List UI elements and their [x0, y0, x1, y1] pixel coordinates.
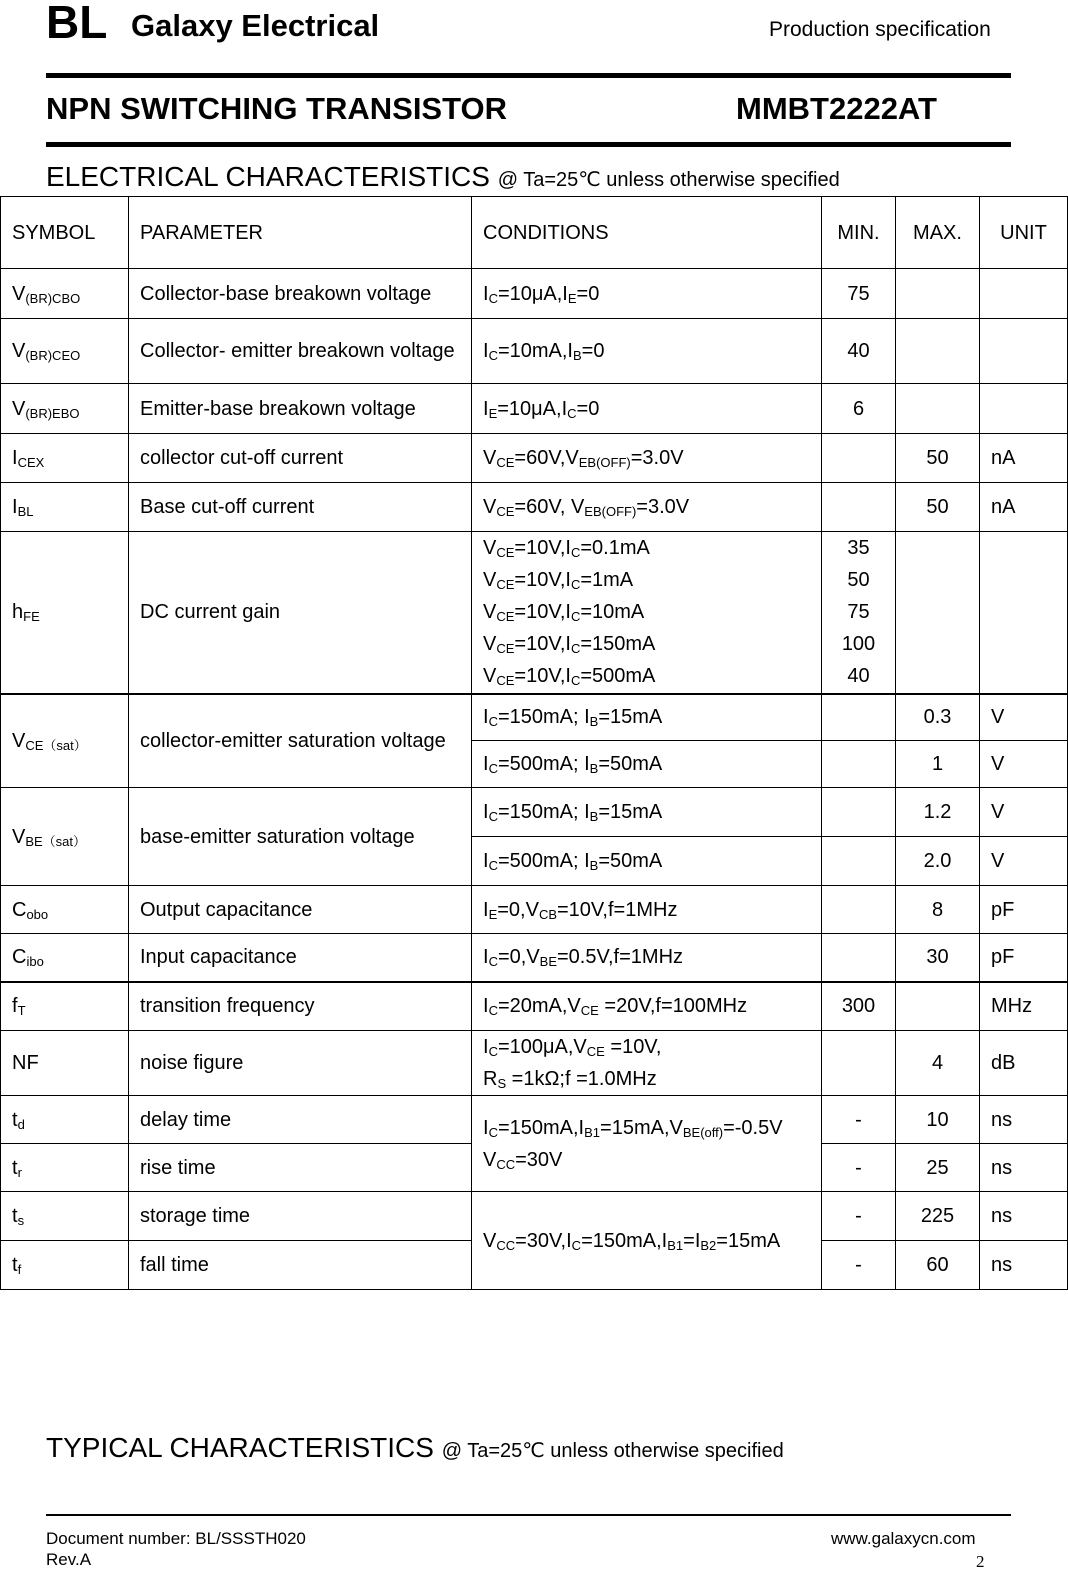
min-value: 50 — [847, 569, 870, 592]
max-cell — [896, 384, 980, 434]
min-cell — [822, 788, 896, 837]
electrical-characteristics-heading — [46, 160, 840, 197]
conditions-cell: $I_C=100\mu A,V_{CE} =10V$, $R_S$ =1kΩ;f =1.0MHz — [472, 1031, 822, 1096]
table-row — [1, 269, 1068, 319]
parameter-cell: collector cut-off current — [129, 434, 472, 483]
table-row — [1, 886, 1068, 934]
parameter-cell: storage time — [129, 1192, 472, 1241]
min-cell — [822, 741, 896, 788]
parameter-cell: noise figure — [129, 1031, 472, 1096]
symbol-cell: $C_{obo}$ — [1, 886, 129, 934]
col-header-conditions: CONDITIONS — [472, 197, 822, 269]
max-cell: 50 — [896, 483, 980, 532]
table-header-row — [1, 197, 1068, 269]
parameter-cell: delay time — [129, 1096, 472, 1144]
typical-condition: @ Ta=25℃ unless otherwise specified — [441, 1440, 784, 1462]
col-header-parameter: PARAMETER — [129, 197, 472, 269]
max-cell: 8 — [896, 886, 980, 934]
min-cell: - — [822, 1192, 896, 1241]
unit-cell: nA — [980, 434, 1068, 483]
max-cell: 60 — [896, 1241, 980, 1290]
max-cell: 30 — [896, 934, 980, 982]
unit-cell: dB — [980, 1031, 1068, 1096]
table-row — [1, 982, 1068, 1031]
unit-cell: ns — [980, 1241, 1068, 1290]
symbol-cell: $C_{ibo}$ — [1, 934, 129, 982]
footer-rule — [46, 1514, 1011, 1516]
production-spec-label: Production specification — [769, 18, 991, 41]
parameter-cell: DC current gain — [129, 532, 472, 694]
parameter-cell: Emitter-base breakown voltage — [129, 384, 472, 434]
min-value: 40 — [847, 665, 870, 688]
table-row — [1, 1031, 1068, 1096]
table-row — [1, 694, 1068, 741]
electrical-characteristics-table — [0, 196, 1068, 1290]
unit-cell: MHz — [980, 982, 1068, 1031]
typical-characteristics-heading — [46, 1431, 784, 1468]
max-cell: 0.3 — [896, 694, 980, 741]
symbol-cell: $V_{(BR)EBO}$ — [1, 384, 129, 434]
table-row — [1, 934, 1068, 982]
electrical-condition: @ Ta=25℃ unless otherwise specified — [497, 169, 840, 191]
unit-cell — [980, 532, 1068, 694]
table-row — [1, 1192, 1068, 1241]
col-header-unit: UNIT — [980, 197, 1068, 269]
max-cell: 4 — [896, 1031, 980, 1096]
header-rule-bottom — [46, 142, 1011, 147]
conditions-cell: $V_{CE}=10V,I_C=0.1mA$ $V_{CE}=10V,I_C=1mA$ $V_{CE}=10V,I_C=10mA$ $V_{CE}=10V,I_C=150mA$ $V_{CE}=10V,I_C=500mA$ — [472, 532, 822, 694]
parameter-cell: Input capacitance — [129, 934, 472, 982]
max-cell: 2.0 — [896, 837, 980, 886]
conditions-cell: $I_C=0,V_{BE}=0.5V,f=1MHz$ — [472, 934, 822, 982]
unit-cell: V — [980, 837, 1068, 886]
parameter-cell: Base cut-off current — [129, 483, 472, 532]
min-cell — [822, 434, 896, 483]
min-cell: 6 — [822, 384, 896, 434]
table-row — [1, 788, 1068, 837]
symbol-cell: $t_f$ — [1, 1241, 129, 1290]
conditions-cell: $I_C=150mA,I_{B1}=15mA,V_{BE(off)}=-0.5V$ $V_{CC}=30V$ — [472, 1096, 822, 1192]
min-cell: 75 — [822, 269, 896, 319]
min-cell — [822, 837, 896, 886]
min-cell — [822, 934, 896, 982]
max-cell — [896, 319, 980, 384]
conditions-cell: $V_{CE}=60V$, $V_{EB(OFF)}=3.0V$ — [472, 483, 822, 532]
conditions-cell: $V_{CC}=30V,I_C=150mA,I_{B1}=I_{B2}=15mA$ — [472, 1192, 822, 1290]
parameter-cell: rise time — [129, 1144, 472, 1192]
brand-logo-bl: BL — [46, 0, 108, 48]
revision-label: Rev.A — [46, 1550, 92, 1569]
unit-cell: V — [980, 788, 1068, 837]
unit-cell: ns — [980, 1144, 1068, 1192]
symbol-cell: $V_{(BR)CBO}$ — [1, 269, 129, 319]
symbol-cell: $t_d$ — [1, 1096, 129, 1144]
header-rule-top — [46, 73, 1011, 78]
symbol-cell: $t_s$ — [1, 1192, 129, 1241]
conditions-cell: $I_E=0,V_{CB}=10V,f=1MHz$ — [472, 886, 822, 934]
col-header-symbol: SYMBOL — [1, 197, 129, 269]
table-row — [1, 384, 1068, 434]
device-type-title: NPN SWITCHING TRANSISTOR — [46, 91, 507, 126]
unit-cell: pF — [980, 934, 1068, 982]
conditions-cell: $V_{CE}=60V,V_{EB(OFF)}=3.0V$ — [472, 434, 822, 483]
page-number: 2 — [976, 1552, 985, 1571]
brand-name: Galaxy Electrical — [131, 8, 380, 43]
min-cell: 300 — [822, 982, 896, 1031]
parameter-cell: collector-emitter saturation voltage — [129, 694, 472, 788]
document-number: Document number: BL/SSSTH020 — [46, 1529, 306, 1548]
min-cell: - — [822, 1096, 896, 1144]
max-cell: 25 — [896, 1144, 980, 1192]
min-value: 35 — [847, 537, 870, 560]
unit-cell — [980, 319, 1068, 384]
min-cell: 40 — [822, 319, 896, 384]
max-cell: 10 — [896, 1096, 980, 1144]
symbol-cell: $V_{(BR)CEO}$ — [1, 319, 129, 384]
unit-cell: V — [980, 694, 1068, 741]
unit-cell — [980, 384, 1068, 434]
min-cell — [822, 1031, 896, 1096]
typical-title: TYPICAL CHARACTERISTICS — [46, 1432, 434, 1463]
symbol-cell: $I_{CEX}$ — [1, 434, 129, 483]
conditions-cell: $I_E=10\mu A,I_C=0$ — [472, 384, 822, 434]
conditions-cell: $I_C=10mA,I_B=0$ — [472, 319, 822, 384]
conditions-cell: $I_C=500mA$; $I_B=50mA$ — [472, 837, 822, 886]
table-row — [1, 319, 1068, 384]
parameter-cell: transition frequency — [129, 982, 472, 1031]
conditions-cell: $I_C=150mA$; $I_B=15mA$ — [472, 788, 822, 837]
unit-cell: V — [980, 741, 1068, 788]
unit-cell: ns — [980, 1096, 1068, 1144]
conditions-cell: $I_C=20mA,V_{CE} =20V,f=100MHz$ — [472, 982, 822, 1031]
symbol-cell: NF — [1, 1031, 129, 1096]
symbol-cell: $h_{FE}$ — [1, 532, 129, 694]
min-cell — [822, 483, 896, 532]
parameter-cell: Collector-base breakown voltage — [129, 269, 472, 319]
max-cell — [896, 982, 980, 1031]
unit-cell: pF — [980, 886, 1068, 934]
unit-cell: nA — [980, 483, 1068, 532]
symbol-cell: $t_r$ — [1, 1144, 129, 1192]
symbol-cell: $V_{CE(sat)}$ — [1, 694, 129, 788]
conditions-cell: $I_C=10\mu A,I_E=0$ — [472, 269, 822, 319]
unit-cell: ns — [980, 1192, 1068, 1241]
parameter-cell: base-emitter saturation voltage — [129, 788, 472, 886]
parameter-cell: fall time — [129, 1241, 472, 1290]
min-value: 100 — [841, 633, 876, 656]
symbol-cell: $I_{BL}$ — [1, 483, 129, 532]
max-cell: 1 — [896, 741, 980, 788]
max-cell — [896, 532, 980, 694]
table-row — [1, 1096, 1068, 1144]
max-cell: 225 — [896, 1192, 980, 1241]
website-link[interactable]: www.galaxycn.com — [831, 1529, 976, 1548]
symbol-cell: $V_{BE(sat)}$ — [1, 788, 129, 886]
min-cell — [822, 886, 896, 934]
unit-cell — [980, 269, 1068, 319]
min-cell: - — [822, 1241, 896, 1290]
max-cell: 50 — [896, 434, 980, 483]
table-row — [1, 532, 1068, 694]
table-row — [1, 434, 1068, 483]
max-cell — [896, 269, 980, 319]
parameter-cell: Output capacitance — [129, 886, 472, 934]
table-row — [1, 483, 1068, 532]
min-cell — [822, 694, 896, 741]
min-value: 75 — [847, 601, 870, 624]
col-header-min: MIN. — [822, 197, 896, 269]
conditions-cell: $I_C=500mA$; $I_B=50mA$ — [472, 741, 822, 788]
min-cell — [822, 532, 896, 694]
symbol-cell: $f_T$ — [1, 982, 129, 1031]
col-header-max: MAX. — [896, 197, 980, 269]
part-number-title: MMBT2222AT — [736, 91, 937, 126]
conditions-cell: $I_C=150mA$; $I_B=15mA$ — [472, 694, 822, 741]
parameter-cell: Collector- emitter breakown voltage — [129, 319, 472, 384]
min-cell: - — [822, 1144, 896, 1192]
electrical-title: ELECTRICAL CHARACTERISTICS — [46, 161, 490, 192]
max-cell: 1.2 — [896, 788, 980, 837]
